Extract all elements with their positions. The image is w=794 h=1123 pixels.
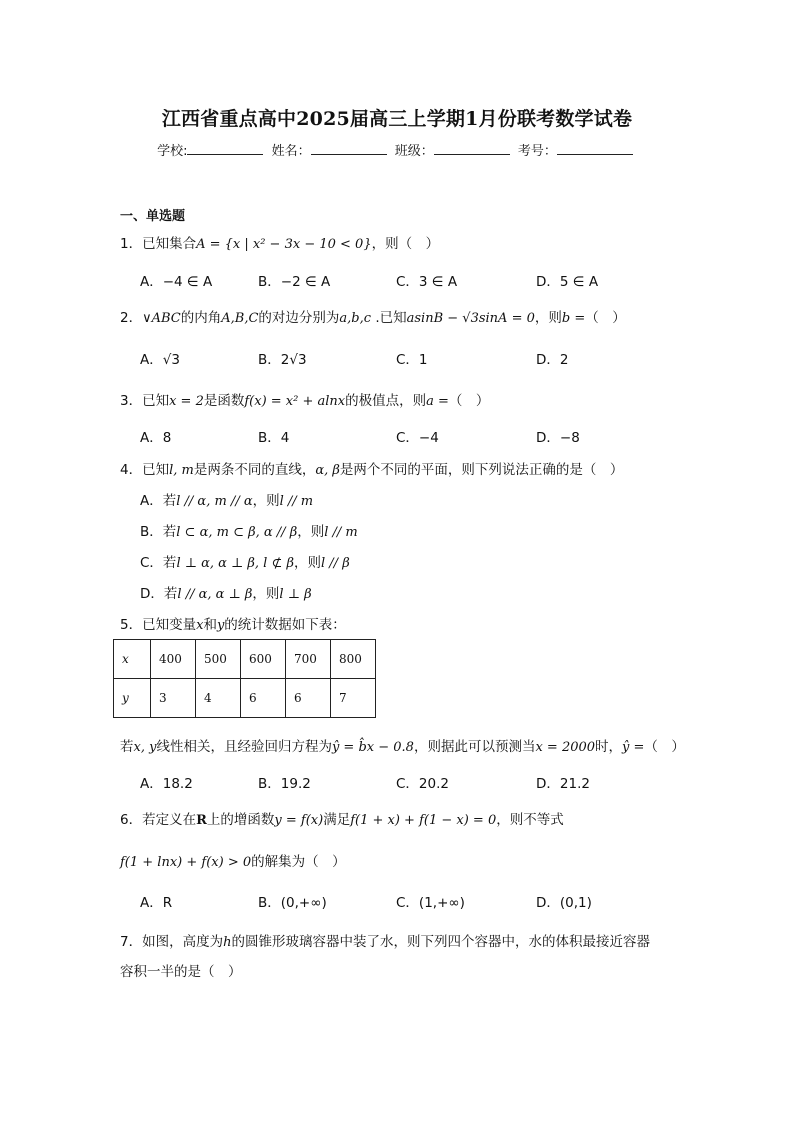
question-6-stem: 6．若定义在R上的增函数y = f(x)满足f(1 + x) + f(1 − x) = 0，则不等式 — [120, 812, 564, 828]
class-label: 班级： — [394, 144, 434, 159]
q2-option-d[interactable]: D．2 — [536, 352, 569, 368]
q3-option-d[interactable]: D．−8 — [536, 430, 580, 446]
table-cell: 400 — [151, 640, 196, 679]
q1-option-a[interactable]: A．−4 ∈ A — [140, 274, 213, 290]
question-3-stem: 3．已知x = 2是函数f(x) = x² + alnx的极值点，则a =（ ） — [120, 393, 490, 409]
table-row — [114, 679, 376, 718]
table-header-y: y — [114, 679, 151, 718]
question-2-stem: 2．∨ABC的内角A,B,C的对边分别为a,b,c .已知asinB − √3sinA = 0，则b =（ ） — [120, 310, 626, 326]
table-cell: 600 — [241, 640, 286, 679]
q1-option-c[interactable]: C．3 ∈ A — [396, 274, 458, 290]
q6-option-c[interactable]: C．(1,+∞) — [396, 895, 465, 911]
q5-option-a[interactable]: A．18.2 — [140, 776, 193, 792]
question-7-stem: 7．如图，高度为h的圆锥形玻璃容器中装了水，则下列四个容器中，水的体积最接近容器 — [120, 934, 650, 950]
question-5-stem-2: 若x, y线性相关，且经验回归方程为ŷ = b̂x − 0.8，则据此可以预测当x = 2000时，ŷ =（ ） — [120, 739, 685, 755]
section-heading: 一、单选题 — [120, 209, 186, 224]
school-field[interactable] — [187, 142, 263, 155]
exam-no-field[interactable] — [557, 142, 633, 155]
question-7-stem-2: 容积一半的是（ ） — [120, 964, 242, 980]
table-cell: 4 — [196, 679, 241, 718]
data-table — [113, 639, 376, 718]
table-row — [114, 640, 376, 679]
q4-option-c[interactable]: C．若l ⊥ α, α ⊥ β, l ⊄ β，则l // β — [140, 555, 350, 571]
q4-option-a[interactable]: A．若l // α, m // α，则l // m — [140, 493, 314, 509]
q5-option-d[interactable]: D．21.2 — [536, 776, 590, 792]
q1-option-d[interactable]: D．5 ∈ A — [536, 274, 599, 290]
q3-option-b[interactable]: B．4 — [258, 430, 290, 446]
q3-option-a[interactable]: A．8 — [140, 430, 172, 446]
q2-option-a[interactable]: A．√3 — [140, 352, 180, 368]
question-1-stem: 1．已知集合A = {x | x² − 3x − 10 < 0}，则（ ） — [120, 236, 440, 252]
class-field[interactable] — [434, 142, 510, 155]
table-cell: 6 — [286, 679, 331, 718]
q6-option-b[interactable]: B．(0,+∞) — [258, 895, 327, 911]
q1-option-b[interactable]: B．−2 ∈ A — [258, 274, 331, 290]
table-cell: 3 — [151, 679, 196, 718]
q3-option-c[interactable]: C．−4 — [396, 430, 439, 446]
name-field[interactable] — [311, 142, 387, 155]
table-header-x: x — [114, 640, 151, 679]
q5-option-b[interactable]: B．19.2 — [258, 776, 311, 792]
question-4-stem: 4．已知l, m是两条不同的直线，α, β是两个不同的平面，则下列说法正确的是（ ） — [120, 462, 624, 478]
table-cell: 6 — [241, 679, 286, 718]
page-title: 江西省重点高中2025届高三上学期1月份联考数学试卷 — [161, 108, 633, 130]
name-label: 姓名： — [271, 144, 311, 159]
table-cell: 700 — [286, 640, 331, 679]
q2-option-b[interactable]: B．2√3 — [258, 352, 307, 368]
q4-option-b[interactable]: B．若l ⊂ α, m ⊂ β, α // β，则l // m — [140, 524, 358, 540]
q5-option-c[interactable]: C．20.2 — [396, 776, 449, 792]
q6-option-a[interactable]: A．R — [140, 895, 173, 911]
question-5-stem: 5．已知变量x和y的统计数据如下表： — [120, 617, 346, 633]
q6-option-d[interactable]: D．(0,1) — [536, 895, 592, 911]
student-info — [0, 140, 794, 159]
table-cell: 7 — [331, 679, 376, 718]
table-cell: 800 — [331, 640, 376, 679]
exam-no-label: 考号： — [517, 144, 557, 159]
q4-option-d[interactable]: D．若l // α, α ⊥ β，则l ⊥ β — [140, 586, 312, 602]
q2-option-c[interactable]: C．1 — [396, 352, 428, 368]
school-label: 学校: — [157, 144, 188, 159]
question-6-stem-2: f(1 + lnx) + f(x) > 0的解集为（ ） — [120, 854, 346, 870]
table-cell: 500 — [196, 640, 241, 679]
